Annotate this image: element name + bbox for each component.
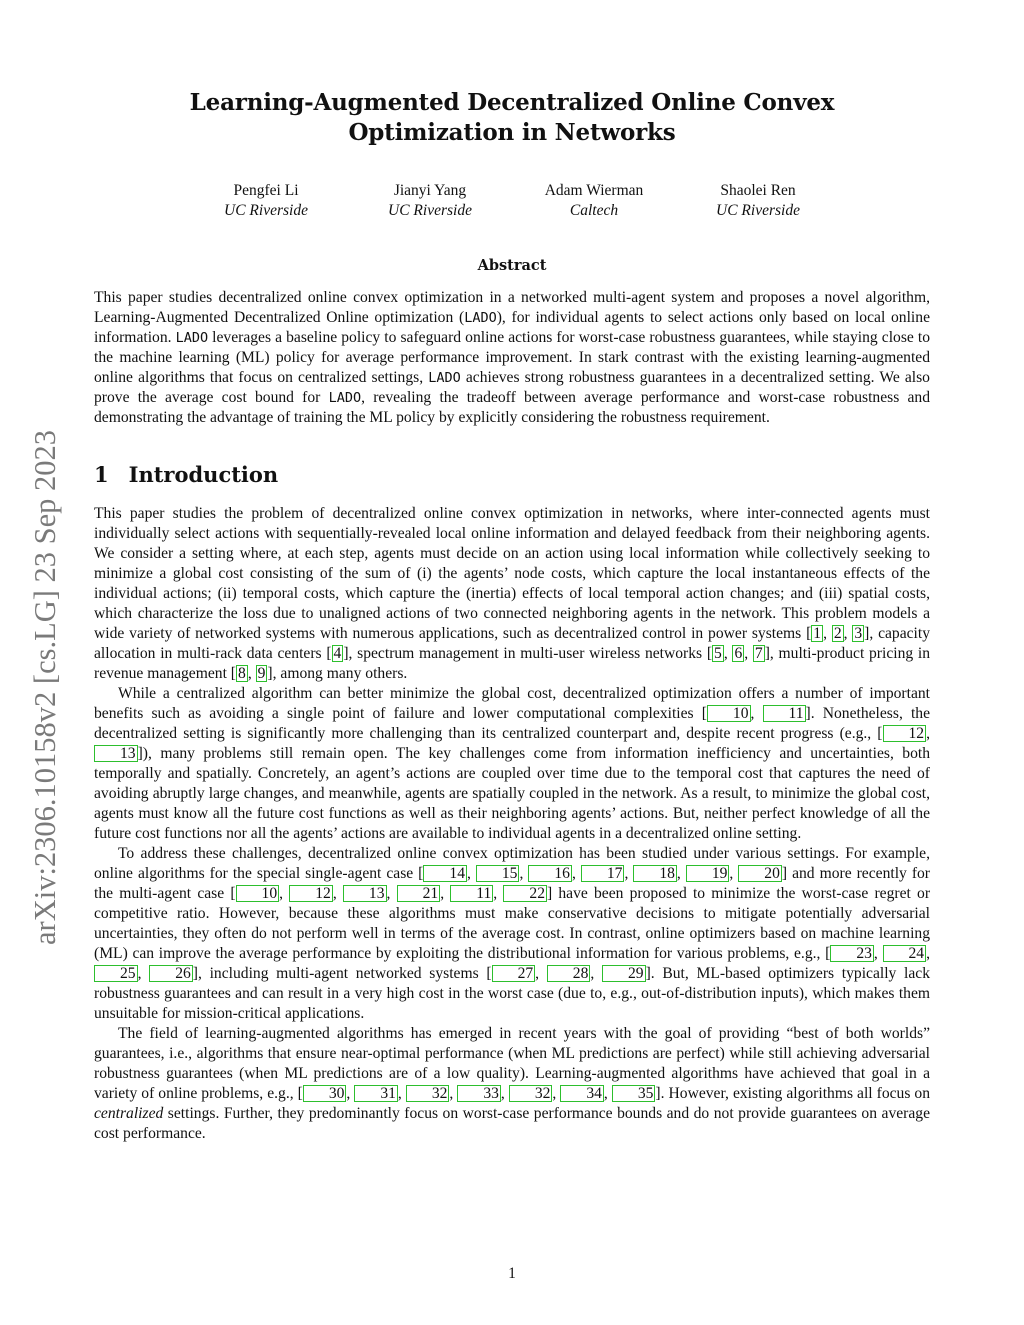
citation-link[interactable]: 15 <box>476 865 520 882</box>
citation-link[interactable]: 17 <box>581 865 625 882</box>
author-affiliation: Caltech <box>569 202 619 219</box>
citation-link[interactable]: 12 <box>289 885 333 902</box>
text-span: ], capacity allocation in multi-rack data centers [ <box>94 625 931 662</box>
citation-separator: , <box>926 725 930 742</box>
citation-separator: , <box>744 645 753 662</box>
citation-link[interactable]: 22 <box>503 885 547 902</box>
text-span: ]. However, existing algorithms all focus on <box>655 1085 931 1102</box>
text-span: ], spectrum management in multi-user wireless networks [ <box>343 645 713 662</box>
paragraph <box>94 684 930 844</box>
citation-separator: , <box>332 885 343 902</box>
text-span: ]. Nonetheless, the decentralized setting is significantly more challenging than its centralized counterpart and, despite recent progress (e.g., [ <box>94 705 931 742</box>
citation-link[interactable]: 28 <box>547 965 591 982</box>
citation-separator: , <box>676 865 686 882</box>
citation-group <box>236 665 267 682</box>
citation-separator: , <box>750 705 763 722</box>
abstract-span: achieves strong robustness guarantees in a decentralized setting. We also prove the average cost bound for <box>94 369 930 406</box>
citation-link[interactable]: 3 <box>854 625 863 642</box>
author-block <box>186 181 346 221</box>
citation-link[interactable]: 19 <box>686 865 730 882</box>
text-span: To address these challenges, decentralized online convex optimization has been studied under various settings. For example, online algorithms for the special single-agent case [ <box>94 845 930 882</box>
citation-link[interactable]: 13 <box>94 745 138 762</box>
citation-group <box>707 705 806 722</box>
citation-link[interactable]: 24 <box>883 945 927 962</box>
citation-link[interactable]: 14 <box>423 865 467 882</box>
citation-link[interactable]: 6 <box>734 645 743 662</box>
author-block <box>514 181 674 221</box>
citation-separator: , <box>466 865 476 882</box>
citation-link[interactable]: 34 <box>560 1085 604 1102</box>
citation-separator: , <box>346 1085 355 1102</box>
citation-link[interactable]: 13 <box>343 885 387 902</box>
citation-group <box>712 645 765 662</box>
title-line-1: Learning-Augmented Decentralized Online Convex <box>189 89 835 116</box>
paragraph <box>94 504 930 684</box>
citation-separator: , <box>603 1085 612 1102</box>
citation-link[interactable]: 12 <box>883 725 927 742</box>
citation-separator: , <box>279 885 290 902</box>
text-span: settings. Further, they predominantly focus on worst-case performance bounds and do not provide guarantees on average cost performance. <box>94 1105 930 1142</box>
text-span: ], among many others. <box>267 665 408 682</box>
citation-separator: , <box>571 865 581 882</box>
citation-link[interactable]: 33 <box>457 1085 501 1102</box>
citation-link[interactable]: 35 <box>612 1085 656 1102</box>
citation-separator: , <box>873 945 883 962</box>
citation-separator: , <box>552 1085 561 1102</box>
text-span: ] have been proposed to minimize the worst-case regret or competitive ratio. However, because these algorithms must make conservative decisions to mitigate potentially adversarial uncertainties, they often do not perform well in terms of the average cost. In contrast, online optimizers based on machine learning (ML) can improve the average performance by exploiting the distributional information for various problems, e.g., [ <box>94 885 931 962</box>
abstract-span: ), for individual agents to select actions only based on local online information. <box>94 309 930 346</box>
citation-separator: , <box>729 865 739 882</box>
citation-link[interactable]: 32 <box>509 1085 553 1102</box>
citation-link[interactable]: 26 <box>149 965 193 982</box>
text-span: While a centralized algorithm can better minimize the global cost, decentralized optimization offers a number of important benefits such as avoiding a single point of failure and lower computational complexities [ <box>94 685 930 722</box>
citation-separator: , <box>500 1085 509 1102</box>
citation-link[interactable]: 8 <box>238 665 246 682</box>
citation-separator: , <box>519 865 529 882</box>
citation-link[interactable]: 10 <box>236 885 280 902</box>
citation-separator: , <box>535 965 547 982</box>
citation-link[interactable]: 4 <box>333 645 342 662</box>
citation-link[interactable]: 11 <box>450 885 493 902</box>
text-span: ]. But, ML-based optimizers typically lack robustness guarantees and can result in a very high cost in the worst case (due to, e.g., out-of-distribution inputs), which makes them unsuitable for mission-critical applications. <box>94 965 931 1022</box>
paper-title <box>94 88 930 148</box>
citation-separator: , <box>823 625 832 642</box>
citation-group <box>492 965 646 982</box>
citation-separator: , <box>397 1085 406 1102</box>
citation-link[interactable]: 18 <box>633 865 677 882</box>
citation-link[interactable]: 21 <box>397 885 441 902</box>
citation-link[interactable]: 11 <box>763 705 806 722</box>
citation-group <box>332 645 344 662</box>
citation-link[interactable]: 32 <box>406 1085 450 1102</box>
abstract-span: , revealing the tradeoff between average performance and worst-case robustness and demonstrating the advantage of training the ML policy by explicitly considering the robustness requirement. <box>94 389 930 426</box>
abstract-span: leverages a baseline policy to safeguard online actions for worst-case robustness guarantees, while staying close to the machine learning (ML) policy for average performance improvement. In stark contrast with the existing learning-augmented online algorithms that focus on centralized settings, <box>94 329 931 386</box>
citation-separator: , <box>449 1085 458 1102</box>
algorithm-name: LADO <box>328 390 362 406</box>
abstract-heading: Abstract <box>477 257 547 274</box>
paragraph <box>94 844 930 1024</box>
citation-separator: , <box>723 645 733 662</box>
author-block <box>350 181 510 221</box>
citation-separator: , <box>590 965 602 982</box>
citation-link[interactable]: 30 <box>303 1085 347 1102</box>
text-span: ] and more recently for the multi-agent case [ <box>94 865 931 902</box>
author-affiliation: UC Riverside <box>716 202 800 219</box>
text-span: ], including multi-agent networked systems [ <box>192 965 492 982</box>
text-span: This paper studies the problem of decentralized online convex optimization in networks, where inter-connected agents must individually select actions with sequentially-revealed local online information and delayed feedback from their neighboring agents. We consider a setting where, at each step, agents must decide on an action using local information while collectively seeking to minimize a global cost consisting of the sum of (i) the agents’ node costs, which capture the local instantaneous effects of the individual actions; (ii) temporal costs, which capture the (inertia) effects of local temporal action changes; and (iii) spatial costs, which characterize the loss due to unaligned actions of two connected neighboring agents in the network. This problem models a wide variety of networked systems with numerous applications, such as decentralized control in power systems [ <box>94 505 930 642</box>
citation-link[interactable]: 31 <box>354 1085 398 1102</box>
citation-link[interactable]: 25 <box>94 965 138 982</box>
text-span: ], multi-product pricing in revenue management [ <box>94 645 931 682</box>
citation-separator: , <box>440 885 451 902</box>
emphasis: centralized <box>94 1105 164 1122</box>
citation-link[interactable]: 1 <box>813 625 822 642</box>
citation-link[interactable]: 29 <box>602 965 646 982</box>
text-span: ]), many problems still remain open. The key challenges come from information inefficiency and uncertainties, both temporally and spatially. Concretely, an agent’s actions are coupled over time due to the temporal cost that captures the need of avoiding abruptly large changes, and meanwhile, agents are spatially coupled in the network. As a result, to minimize the global cost, agents must know all the future cost functions as well as their neighboring agents’ actions. But, neither perfect knowledge of all the future cost functions nor all the agents’ actions are available to individual agents in a decentralized online setting. <box>94 745 930 842</box>
title-line-2: Optimization in Networks <box>348 119 676 146</box>
author-name: Pengfei Li <box>233 182 299 199</box>
citation-link[interactable]: 9 <box>257 665 266 682</box>
citation-link[interactable]: 27 <box>492 965 536 982</box>
citation-link[interactable]: 20 <box>738 865 782 882</box>
algorithm-name: LADO <box>428 370 461 386</box>
paper-page <box>94 88 930 1144</box>
citation-link[interactable]: 2 <box>833 625 842 642</box>
author-name: Adam Wierman <box>544 182 644 199</box>
arxiv-identifier: arXiv:2306.10158v2 [cs.LG] 23 Sep 2023 <box>28 429 62 945</box>
citation-group <box>303 1085 656 1102</box>
section-heading <box>94 462 930 487</box>
citation-group <box>423 865 782 882</box>
citation-link[interactable]: 5 <box>714 645 722 662</box>
page-number: 1 <box>508 1265 516 1282</box>
section-title: Introduction <box>128 462 279 487</box>
citation-separator: , <box>386 885 397 902</box>
citation-separator: , <box>843 625 853 642</box>
text-span: The field of learning-augmented algorithms has emerged in recent years with the goal of providing “best of both worlds” guarantees, i.e., algorithms that ensure near-optimal performance (when ML predictions are perfect) while still achieving adversarial robustness guarantees (when ML predictions are of a low quality). Learning-augmented algorithms have achieved that goal in a variety of online problems, e.g., [ <box>94 1025 930 1102</box>
author-name: Jianyi Yang <box>393 182 467 199</box>
author-block <box>678 181 838 221</box>
paragraph <box>94 1024 930 1144</box>
algorithm-name: LADO <box>464 310 497 326</box>
citation-link[interactable]: 10 <box>707 705 751 722</box>
author-affiliation: UC Riverside <box>388 202 472 219</box>
citation-link[interactable]: 23 <box>830 945 874 962</box>
citation-separator: , <box>624 865 634 882</box>
citation-group <box>236 885 547 902</box>
citation-link[interactable]: 16 <box>528 865 572 882</box>
author-list <box>186 181 838 221</box>
section-body <box>94 504 930 1144</box>
author-name: Shaolei Ren <box>720 182 796 199</box>
abstract-text <box>94 288 930 428</box>
citation-link[interactable]: 7 <box>754 645 763 662</box>
citation-group <box>811 625 864 642</box>
author-affiliation: UC Riverside <box>224 202 308 219</box>
abstract-span: This paper studies decentralized online convex optimization in a networked multi-agent system and proposes a novel algorithm, Learning-Augmented Decentralized Online optimization ( <box>94 289 930 326</box>
citation-separator: , <box>247 665 256 682</box>
algorithm-name: LADO <box>175 330 209 346</box>
citation-separator: , <box>137 965 150 982</box>
section-number: 1 <box>94 462 109 487</box>
citation-separator: , <box>926 945 930 962</box>
citation-separator: , <box>493 885 504 902</box>
